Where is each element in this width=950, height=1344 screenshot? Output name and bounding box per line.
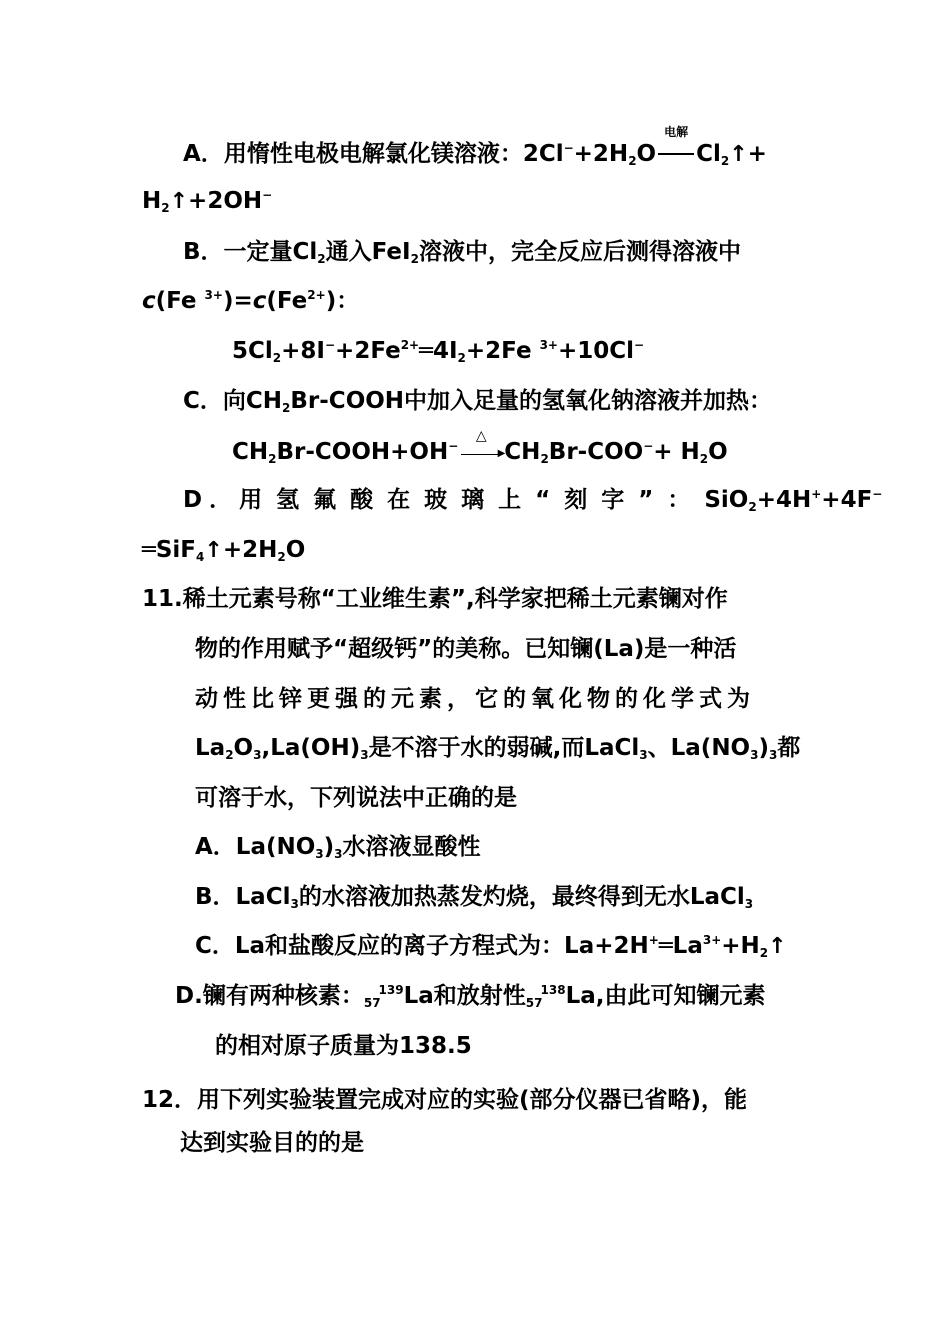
atomic-number: 57 [363, 996, 381, 1010]
equation-text: Br-COOH+OH [276, 439, 449, 465]
option-text: (Fe [266, 288, 308, 314]
subscript: 2 [699, 452, 709, 466]
subscript: 2 [759, 946, 769, 960]
subscript: 3 [315, 847, 324, 861]
option-text: SiO [704, 487, 749, 513]
subscript: 4 [196, 550, 205, 564]
q11-option-c [195, 931, 787, 962]
q12-stem-line1: 12．用下列实验装置完成对应的实验(部分仪器已省略)，能 [142, 1087, 748, 1113]
option-text: C．La和盐酸反应的离子方程式为：La+2H [195, 933, 649, 959]
q11-stem-line3: 动性比锌更强的元素，它的氧化物的化学式为 [195, 686, 755, 712]
stem-text: ) [758, 735, 769, 761]
equation-text: +8I [281, 338, 325, 364]
subscript: 2 [628, 154, 637, 168]
stem-text: O [233, 735, 254, 761]
subscript: 2 [268, 452, 277, 466]
subscript: 3 [253, 748, 262, 762]
option-text: (Fe [155, 288, 205, 314]
arrow-tip-icon: ▶ [497, 448, 506, 459]
q11-stem-line2: 物的作用赋予“超级钙”的美称。已知镧(La)是一种活 [195, 636, 737, 662]
condition-label: 电解 [664, 125, 689, 139]
gas-arrow-icon: ↑ [169, 189, 189, 214]
q11-stem-line5: 可溶于水，下列说法中正确的是 [195, 785, 517, 811]
q11-option-b [195, 882, 753, 912]
heat-symbol: △ [475, 428, 487, 444]
q11-option-d-cont: 的相对原子质量为138.5 [215, 1033, 472, 1059]
stem-text: 、La(NO [647, 735, 751, 761]
option-text: ═La [658, 933, 703, 959]
subscript: 3 [290, 897, 299, 911]
heating-arrow-icon [461, 428, 506, 459]
charge: − [643, 439, 654, 453]
option-text: O [636, 141, 657, 167]
equation-text: CH [232, 439, 269, 465]
subscript: 2 [748, 500, 757, 514]
q10-option-d-cont [142, 535, 305, 566]
option-text: +H [721, 933, 760, 959]
q10-option-a: A．用惰性电极电解氯化镁溶液：$2Cl^-+2H_2O$ 电解 $Cl_2↑+$ [183, 125, 767, 168]
subscript: 2 [277, 550, 286, 564]
condition-bar [658, 153, 694, 155]
gas-arrow-icon: ↑ [768, 934, 787, 959]
q11-option-d [175, 981, 765, 1011]
option-text: 的水溶液加热蒸发灼烧，最终得到无水LaCl [298, 884, 745, 910]
charge: − [448, 439, 459, 453]
option-text: +4H [756, 487, 812, 513]
gas-arrow-icon: ↑ [204, 538, 223, 563]
option-text: D.镧有两种核素： [175, 983, 364, 1009]
charge: − [634, 338, 645, 352]
equation-text: O [708, 439, 728, 465]
option-text: 用氢氟酸在玻璃上“刻字”： [239, 487, 705, 513]
subscript: 2 [410, 252, 419, 266]
option-text: 通入FeI [325, 239, 411, 265]
option-text: H [142, 188, 162, 214]
subscript: 2 [161, 201, 170, 215]
q11-stem-line4 [195, 733, 800, 763]
option-text: 向CH [222, 388, 283, 414]
option-text: La和放射性 [403, 983, 526, 1009]
q12-stem-line2: 达到实验目的的是 [180, 1130, 364, 1156]
charge: 3+ [702, 933, 722, 947]
option-text: ═SiF [142, 537, 197, 563]
option-text: )： [325, 288, 360, 314]
subscript: 2 [225, 748, 234, 762]
subscript: 2 [720, 154, 730, 168]
subscript: 3 [639, 748, 648, 762]
charge: 2+ [307, 288, 326, 302]
q10-option-b-equation [232, 336, 644, 366]
option-text: 溶液中，完全反应后测得溶液中 [418, 239, 741, 265]
equation-text: +10Cl [557, 338, 635, 364]
q11-stem-line1: 11.稀土元素号称“工业维生素”,科学家把稀土元素镧对作 [142, 586, 728, 612]
charge: + [648, 933, 659, 947]
option-text: +2OH [188, 188, 263, 214]
charge: 3+ [539, 338, 558, 352]
conc-symbol: c [142, 288, 156, 314]
conc-symbol: c [252, 288, 267, 314]
mass-number: 138 [540, 983, 566, 997]
stem-text: ,La(OH) [261, 735, 361, 761]
q10-option-c-equation [232, 428, 728, 467]
option-text: B．LaCl [195, 884, 291, 910]
subscript: 2 [282, 401, 291, 415]
subscript: 3 [769, 748, 778, 762]
charge: 3+ [204, 288, 223, 302]
q11-option-a [195, 832, 481, 862]
option-label: B． [183, 239, 224, 265]
subscript: 2 [457, 351, 466, 365]
option-text: La,由此可知镧元素 [565, 983, 766, 1009]
gas-arrow-icon: ↑ [729, 142, 748, 167]
equation-text: +2Fe [465, 338, 540, 364]
subscript: 2 [317, 252, 326, 266]
option-text: Br-COOH中加入足量的氢氧化钠溶液并加热： [290, 388, 773, 414]
option-label: D． [183, 487, 240, 513]
equation-text: 5Cl [232, 338, 273, 364]
option-text: ) [323, 834, 335, 860]
option-label: A． [183, 141, 224, 167]
equation-text: + H [653, 439, 700, 465]
option-text: Cl [696, 141, 721, 167]
subscript: 2 [272, 351, 282, 365]
equation-text: CH [504, 439, 541, 465]
q10-option-a-cont [142, 186, 272, 217]
option-label: C． [183, 388, 223, 414]
subscript: 3 [360, 748, 369, 762]
option-text: +4F [821, 487, 873, 513]
q10-option-b [183, 237, 741, 267]
subscript: 3 [750, 748, 759, 762]
option-text: +2H [573, 141, 629, 167]
charge: − [563, 141, 574, 155]
stem-text: 都 [777, 735, 801, 761]
charge: − [324, 338, 336, 352]
equation-text: +2Fe [335, 338, 401, 364]
q10-option-c [183, 386, 772, 416]
stem-text: La [195, 735, 226, 761]
equation-text: Br-COO [548, 439, 644, 465]
option-text: +2H [222, 537, 278, 563]
option-text: 用惰性电极电解氯化镁溶液：2Cl [223, 141, 564, 167]
subscript: 2 [540, 452, 549, 466]
option-text: O [285, 537, 306, 563]
option-text: A．La(NO [195, 834, 316, 860]
option-text: )= [222, 288, 253, 314]
charge: + [811, 487, 822, 501]
reaction-condition-arrow [658, 125, 694, 161]
option-text: 一定量Cl [223, 239, 318, 265]
subscript: 3 [744, 897, 754, 911]
q10-option-d [183, 485, 882, 515]
atomic-number: 57 [525, 996, 543, 1010]
stem-text: 是不溶于水的弱碱,而LaCl [368, 735, 640, 761]
mass-number: 139 [378, 983, 404, 997]
equation-text: ═4I [419, 338, 458, 364]
option-text: 水溶液显酸性 [342, 834, 481, 860]
q10-option-b-condition [142, 286, 359, 316]
charge: − [872, 487, 883, 501]
subscript: 3 [334, 847, 343, 861]
arrow-bar [461, 454, 501, 455]
charge: − [262, 188, 273, 202]
charge: 2+ [400, 338, 420, 352]
